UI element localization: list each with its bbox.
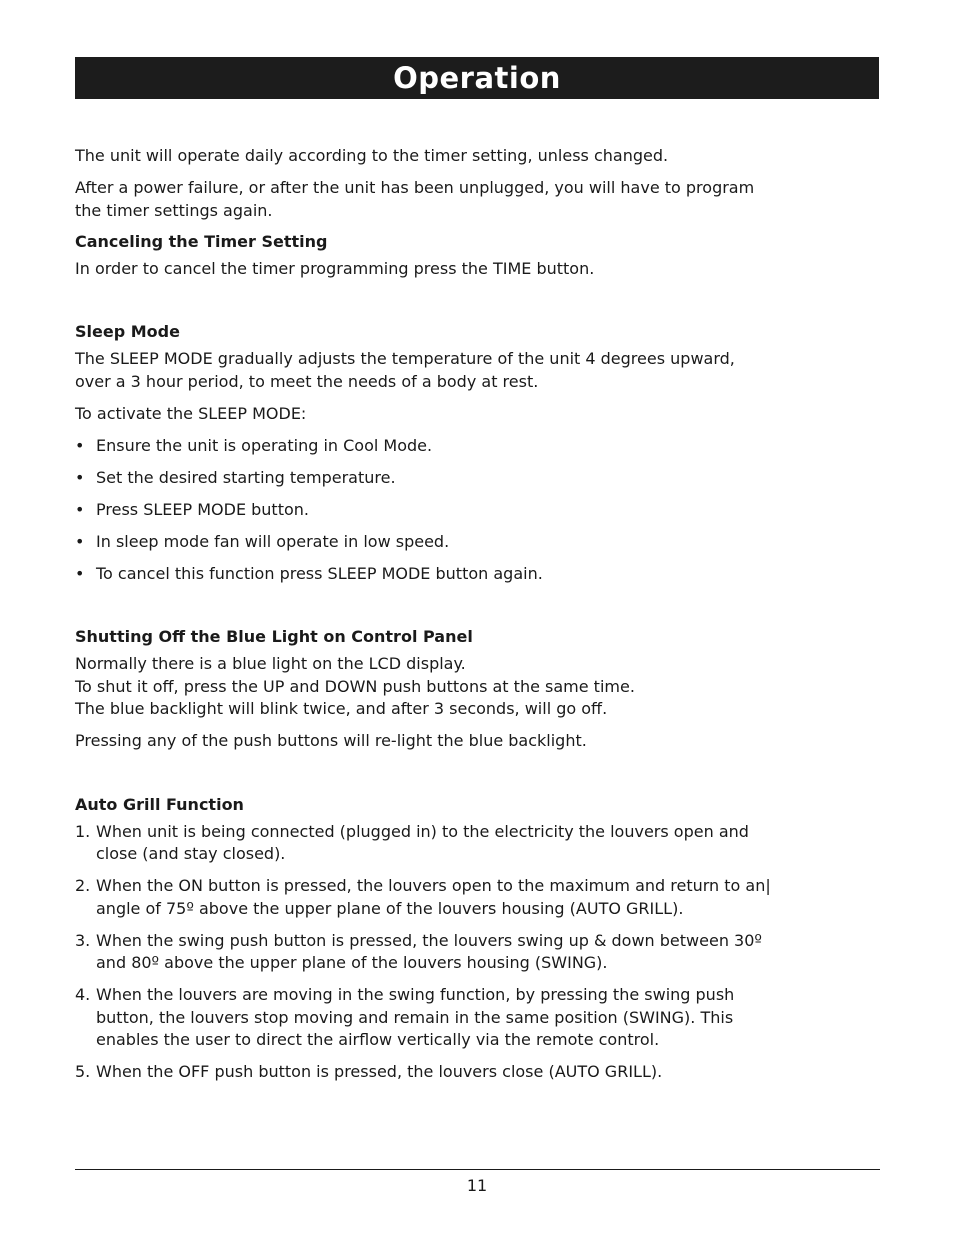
blue-light-line-3: The blue backlight will blink twice, and after 3 seconds, will go off. [75,699,608,718]
list-item-text: Ensure the unit is operating in Cool Mode. [96,435,433,455]
bullet-mark: • [75,563,85,583]
sleep-mode-activate: To activate the SLEEP MODE: [75,403,307,423]
sleep-mode-heading: Sleep Mode [75,322,180,341]
sleep-mode-desc-line-2: over a 3 hour period, to meet the needs of a body at rest. [75,371,539,391]
auto-grill-heading: Auto Grill Function [75,794,244,814]
list-item [75,467,775,490]
cancel-timer-heading: Canceling the Timer Setting [75,231,328,251]
list-item-text: Set the desired starting temperature. [96,467,396,487]
blue-light-line-2: To shut it off, press the UP and DOWN push buttons at the same time. [75,676,635,696]
item-number: 2. [75,876,91,895]
sleep-mode-steps [75,435,775,586]
bullet-mark: • [75,499,85,519]
item-number: 4. [75,985,91,1004]
sleep-mode-desc-line-1: The SLEEP MODE gradually adjusts the temperature of the unit 4 degrees upward, [75,349,735,368]
footer-divider [75,1169,880,1170]
item-number: 5. [75,1062,91,1081]
list-item [75,821,775,866]
section-header-bar [75,57,879,99]
auto-grill-list [75,821,775,1084]
list-item-text: When the OFF push button is pressed, the louvers close (AUTO GRILL). [96,1062,663,1081]
list-item-text: To cancel this function press SLEEP MODE button again. [96,563,543,583]
blue-light-heading: Shutting Off the Blue Light on Control Panel [75,627,473,646]
list-item-text: When unit is being connected (plugged in) to the electricity the louvers open and close (and stay closed). [96,821,749,863]
list-item [75,875,775,920]
page-title: Operation [393,61,561,95]
bullet-mark: • [75,435,85,455]
main-content [75,145,775,1093]
sleep-mode-description [75,348,775,393]
list-item [75,930,775,975]
blue-light-line-1: Normally there is a blue light on the LCD display. [75,654,466,673]
page-number: 11 [466,1176,488,1195]
item-number: 3. [75,930,91,950]
bullet-mark: • [75,467,85,487]
list-item [75,1061,775,1084]
blue-light-paragraph [75,653,775,721]
list-item-text: When the ON button is pressed, the louvers open to the maximum and return to an| angle of 75º above the upper plane of the louvers housing (AUTO GRILL). [96,876,771,918]
bullet-mark: • [75,531,85,551]
list-item [75,435,775,458]
list-item [75,984,775,1052]
intro-paragraph-2: After a power failure, or after the unit has been unplugged, you will have to program the timer settings again. [75,178,755,220]
list-item-text: When the louvers are moving in the swing function, by pressing the swing push button, the louvers stop moving and remain in the same position (SWING). This enables the user to direct the airflow vertically via the remote control. [96,985,735,1049]
list-item-text: When the swing push button is pressed, the louvers swing up & down between 30º and 80º above the upper plane of the louvers housing (SWING). [96,930,762,972]
list-item [75,499,775,522]
list-item [75,531,775,554]
list-item-text: Press SLEEP MODE button. [96,499,309,519]
item-number: 1. [75,821,91,841]
intro-paragraph-1: The unit will operate daily according to the timer setting, unless changed. [75,146,669,165]
blue-light-relight: Pressing any of the push buttons will re-light the blue backlight. [75,731,587,750]
list-item-text: In sleep mode fan will operate in low speed. [96,531,450,551]
cancel-timer-text: In order to cancel the timer programming press the TIME button. [75,258,595,278]
list-item [75,563,775,586]
